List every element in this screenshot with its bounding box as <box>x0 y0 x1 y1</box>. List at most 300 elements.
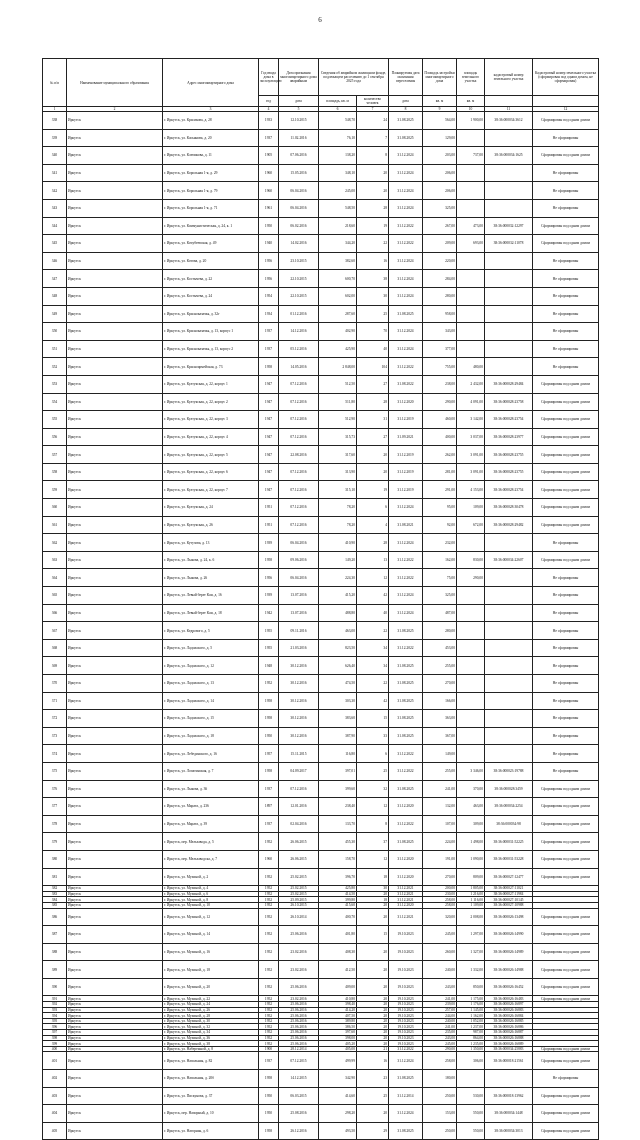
cell-cad-status: Сформирован под одним домом <box>533 908 599 926</box>
cell-address: г. Иркутск, ул. Мухиной, д. 28 <box>163 1013 259 1019</box>
cell-planned-date: 31.12.2024 <box>389 340 423 358</box>
cell-planned-date: 31.12.2024 <box>389 323 423 341</box>
cell-people: 12 <box>357 798 389 816</box>
cell-area: 402,90 <box>319 323 357 341</box>
cell-year: 1952 <box>259 886 279 892</box>
table-row <box>43 516 599 534</box>
cell-municipality: Иркутск <box>67 978 163 996</box>
table-row <box>43 762 599 780</box>
cell-recognition-date: 26.10.2014 <box>279 908 319 926</box>
column-number: 11 <box>485 107 533 112</box>
cell-planned-date: 31.12.2020 <box>389 393 423 411</box>
cell-row-no: 346 <box>43 252 67 270</box>
cell-cad-number <box>485 182 533 200</box>
cell-address: г. Иркутск, ул. Кочубеевская, д. 49 <box>163 235 259 253</box>
cell-cad-number: 38:36:000034:1448 <box>485 1105 533 1123</box>
cell-area: 410,80 <box>319 996 357 1002</box>
cell-municipality: Иркутск <box>67 622 163 640</box>
cell-cad-status: Не сформирован <box>533 252 599 270</box>
cell-planned-date: 31.12.2022 <box>389 358 423 376</box>
cell-year: 1960 <box>259 164 279 182</box>
cell-recognition-date: 25.08.2016 <box>279 1105 319 1123</box>
cell-cad-status: Сформирован под одним домом <box>533 481 599 499</box>
unit-date: дата <box>279 96 319 107</box>
cell-recognition-date: 07.12.2015 <box>279 1052 319 1070</box>
cell-municipality: Иркутск <box>67 182 163 200</box>
cell-area: 2 848,00 <box>319 358 357 376</box>
cell-municipality: Иркутск <box>67 1002 163 1008</box>
cell-recognition-date: 23.02.2016 <box>279 996 319 1002</box>
cell-address: г. Иркутск, ул. Напольная, д. 82 <box>163 1052 259 1070</box>
cell-land-area: 4 153,00 <box>457 481 485 499</box>
cell-address: г. Иркутск, ул. Мухиной, д. 38 <box>163 1041 259 1047</box>
cell-municipality: Иркутск <box>67 1070 163 1088</box>
cell-address: г. Иркутск, ул. Мухиной, д. 2 <box>163 868 259 886</box>
cell-municipality: Иркутск <box>67 481 163 499</box>
cell-area: 399,60 <box>319 780 357 798</box>
table-row <box>43 147 599 165</box>
cell-recognition-date: 25.02.2015 <box>279 868 319 886</box>
cell-cad-status: Не сформирован <box>533 762 599 780</box>
cell-total-area: 245,00 <box>423 926 457 944</box>
cell-land-area <box>457 727 485 745</box>
cell-total-area: 241,00 <box>423 780 457 798</box>
cell-planned-date: 31.12.2019 <box>389 411 423 429</box>
cell-land-area <box>457 182 485 200</box>
cell-total-area: 95,00 <box>423 499 457 517</box>
cell-municipality: Иркутск <box>67 639 163 657</box>
cell-row-no: 388 <box>43 943 67 961</box>
cell-cad-status: Сформирован под одним домом <box>533 499 599 517</box>
cell-area: 425,80 <box>319 886 357 892</box>
cell-municipality: Иркутск <box>67 1007 163 1013</box>
cell-municipality: Иркутск <box>67 411 163 429</box>
cell-area: 138,20 <box>319 147 357 165</box>
cell-cad-status: Сформирован под одним домом <box>533 551 599 569</box>
cell-people: 4 <box>357 516 389 534</box>
cell-recognition-date: 04.09.2017 <box>279 762 319 780</box>
cell-municipality: Иркутск <box>67 815 163 833</box>
unit-year: год <box>259 96 279 107</box>
cell-year: 1952 <box>259 1035 279 1041</box>
cell-year: 1937 <box>259 129 279 147</box>
cell-recognition-date: 07.12.2016 <box>279 375 319 393</box>
cell-address: г. Иркутск, ул. Красноказачья, д. 13, корпус 1 <box>163 323 259 341</box>
cell-recognition-date: 30.12.2016 <box>279 657 319 675</box>
cell-cad-number <box>485 323 533 341</box>
cell-people: 6 <box>357 499 389 517</box>
cell-cad-number <box>485 692 533 710</box>
cell-area: 412,50 <box>319 961 357 979</box>
cell-planned-date: 31.08.2022 <box>389 375 423 393</box>
cell-address: г. Иркутск, ул. Култукская, д. 22, корпус 3 <box>163 411 259 429</box>
cell-planned-date: 31.08.2025 <box>389 780 423 798</box>
cell-row-no: 389 <box>43 961 67 979</box>
cell-recognition-date: 06.04.2016 <box>279 569 319 587</box>
table-row <box>43 358 599 376</box>
cell-people: 22 <box>357 622 389 640</box>
cell-land-area <box>457 129 485 147</box>
cell-recognition-date: 25.06.2016 <box>279 1018 319 1024</box>
cell-planned-date: 31.12.2024 <box>389 604 423 622</box>
cell-people: 27 <box>357 428 389 446</box>
cell-recognition-date: 02.04.2016 <box>279 815 319 833</box>
cell-land-area: 463,00 <box>457 798 485 816</box>
cell-people: 20 <box>357 1041 389 1047</box>
cell-municipality: Иркутск <box>67 886 163 892</box>
cell-address: г. Иркутск, ул. Левый берег Каи, д. 18 <box>163 604 259 622</box>
table-row <box>43 587 599 605</box>
cell-planned-date: 19.10.2023 <box>389 1018 423 1024</box>
cell-row-no: 376 <box>43 780 67 798</box>
cell-people: 28 <box>357 534 389 552</box>
cell-land-area <box>457 1070 485 1088</box>
cell-land-area: 3 091,00 <box>457 446 485 464</box>
cell-cad-number: 38:36:000028:23977 <box>485 428 533 446</box>
cell-year: 1933 <box>259 112 279 130</box>
cell-land-area: 1 332,00 <box>457 961 485 979</box>
cell-address: г. Иркутск, ул. Лыкова, д. 24, к. 6 <box>163 551 259 569</box>
cell-address: г. Иркутск, ул. Ладожского, д. 18 <box>163 727 259 745</box>
cell-address: г. Иркутск, ул. Касьянова, д. 20 <box>163 129 259 147</box>
cell-municipality: Иркутск <box>67 1030 163 1036</box>
cell-year: 1948 <box>259 657 279 675</box>
cell-address: г. Иркутск, ул. Красноармейская, д. 73 <box>163 358 259 376</box>
cell-recognition-date: 07.12.2016 <box>279 411 319 429</box>
cell-recognition-date: 06.03.2015 <box>279 1087 319 1105</box>
cell-total-area: 564,00 <box>423 112 457 130</box>
table-row <box>43 1087 599 1105</box>
cell-cad-number <box>485 587 533 605</box>
cell-row-no: 380 <box>43 850 67 868</box>
cell-area: 218,60 <box>319 217 357 235</box>
table-row <box>43 692 599 710</box>
cell-total-area: 132,00 <box>423 798 457 816</box>
cell-people: 12 <box>357 850 389 868</box>
column-number: 12 <box>533 107 599 112</box>
cell-recognition-date: 14.05.2016 <box>279 358 319 376</box>
cell-recognition-date: 07.12.2016 <box>279 463 319 481</box>
cell-year: 1952 <box>259 902 279 908</box>
cell-people: 20 <box>357 1024 389 1030</box>
cell-municipality: Иркутск <box>67 961 163 979</box>
cell-cad-number <box>485 358 533 376</box>
cell-total-area: 367,00 <box>423 727 457 745</box>
cell-area: 493,50 <box>319 1122 357 1140</box>
cell-recognition-date: 26.06.2015 <box>279 850 319 868</box>
cell-total-area: 250,00 <box>423 1122 457 1140</box>
cell-area: 409,00 <box>319 978 357 996</box>
cell-cad-status: Не сформирован <box>533 323 599 341</box>
table-row <box>43 411 599 429</box>
cell-area: 414,60 <box>319 1087 357 1105</box>
cell-area: 405,00 <box>319 1046 357 1052</box>
cell-total-area: 206,00 <box>423 182 457 200</box>
cell-people: 20 <box>357 164 389 182</box>
cell-people: 12 <box>357 569 389 587</box>
cell-land-area: 2 432,00 <box>457 375 485 393</box>
cell-cad-status: Сформирован под одним домом <box>533 463 599 481</box>
cell-people: 15 <box>357 926 389 944</box>
cell-row-no: 379 <box>43 833 67 851</box>
cell-people: 19 <box>357 217 389 235</box>
cell-planned-date: 19.10.2023 <box>389 961 423 979</box>
cell-people: 27 <box>357 375 389 393</box>
cell-cad-status: Не сформирован <box>533 622 599 640</box>
cell-municipality: Иркутск <box>67 1122 163 1140</box>
cell-land-area: 809,00 <box>457 868 485 886</box>
cell-cad-status: Сформирован под одним домом <box>533 428 599 446</box>
cell-area: 303,30 <box>319 692 357 710</box>
cell-address: г. Иркутск, ул. Лебединского, д. 16 <box>163 745 259 763</box>
cell-area: 342,90 <box>319 1070 357 1088</box>
cell-area: 245,00 <box>319 182 357 200</box>
cell-year: 1947 <box>259 411 279 429</box>
cell-planned-date: 31.12.2021 <box>389 897 423 903</box>
cell-total-area: 270,00 <box>423 675 457 693</box>
unit-people: количество человек <box>357 96 389 107</box>
cell-cad-number: 38:36:000027:11984 <box>485 891 533 897</box>
cell-area: 512,90 <box>319 411 357 429</box>
cell-municipality: Иркутск <box>67 164 163 182</box>
cell-cad-number: 38:36:000026:16483 <box>485 996 533 1002</box>
cell-municipality: Иркутск <box>67 692 163 710</box>
cell-address: г. Иркутск, ул. Мухиной, д. 12 <box>163 908 259 926</box>
cell-area: 602,00 <box>319 287 357 305</box>
cell-cad-status: Не сформирован <box>533 692 599 710</box>
table-row <box>43 481 599 499</box>
cell-cad-number: 38:36:000026:16889 <box>485 1041 533 1047</box>
table-row <box>43 675 599 693</box>
cell-land-area <box>457 323 485 341</box>
cell-municipality: Иркутск <box>67 1046 163 1052</box>
cell-row-no: 345 <box>43 235 67 253</box>
cell-cad-status: Сформирован под одним домом <box>533 375 599 393</box>
cell-year: 1939 <box>259 534 279 552</box>
cell-area: 317,60 <box>319 446 357 464</box>
cell-municipality: Иркутск <box>67 1035 163 1041</box>
cell-area: 499,99 <box>319 1052 357 1070</box>
table-row <box>43 926 599 944</box>
cell-row-no: 354 <box>43 393 67 411</box>
cell-year: 1952 <box>259 675 279 693</box>
table-row <box>43 217 599 235</box>
cell-year: 1952 <box>259 1030 279 1036</box>
cell-cad-number: 38:36:000032:12297 <box>485 217 533 235</box>
cell-row-no: 374 <box>43 745 67 763</box>
cell-row-no: 341 <box>43 164 67 182</box>
cell-cad-number: 38:36:000026:16887 <box>485 1030 533 1036</box>
cell-year: 1937 <box>259 323 279 341</box>
cell-people: 8 <box>357 815 389 833</box>
cell-people: 20 <box>357 1030 389 1036</box>
cell-land-area <box>457 692 485 710</box>
cell-row-no: 393 <box>43 1007 67 1013</box>
cell-year: 1952 <box>259 897 279 903</box>
cell-total-area: 203,00 <box>423 147 457 165</box>
cell-total-area: 487,00 <box>423 604 457 622</box>
cell-total-area: 245,00 <box>423 1041 457 1047</box>
cell-year: 1934 <box>259 305 279 323</box>
cell-year: 1952 <box>259 908 279 926</box>
cell-address: г. Иркутск, ул. Нагорная, д. 6 <box>163 1122 259 1140</box>
cell-area: 158,70 <box>319 850 357 868</box>
cell-total-area: 400,00 <box>423 428 457 446</box>
cell-cad-status: Сформирован под одним домом <box>533 868 599 886</box>
cell-recognition-date: 25.06.2016 <box>279 1007 319 1013</box>
cell-cad-number <box>485 745 533 763</box>
cell-row-no: 359 <box>43 481 67 499</box>
cell-people: 20 <box>357 1013 389 1019</box>
table-row <box>43 287 599 305</box>
cell-municipality: Иркутск <box>67 569 163 587</box>
cell-municipality: Иркутск <box>67 217 163 235</box>
cell-address: г. Иркутск, ул. Красноказачья, д. 32г <box>163 305 259 323</box>
cell-planned-date: 19.10.2023 <box>389 1013 423 1019</box>
cell-address: г. Иркутск, ул. Мухиной, д. 6 <box>163 891 259 897</box>
cell-row-no: 340 <box>43 147 67 165</box>
cell-planned-date: 31.12.2022 <box>389 745 423 763</box>
cell-row-no: 375 <box>43 762 67 780</box>
cell-area: 405,20 <box>319 1041 357 1047</box>
cell-planned-date: 31.12.2024 <box>389 587 423 605</box>
cell-planned-date: 31.12.2020 <box>389 868 423 886</box>
cell-people: 34 <box>357 639 389 657</box>
cell-area: 397,01 <box>319 762 357 780</box>
cell-year: 1956 <box>259 252 279 270</box>
cell-row-no: 364 <box>43 569 67 587</box>
cell-year: 1937 <box>259 1052 279 1070</box>
cell-cad-number <box>485 604 533 622</box>
cell-land-area: 1 350,00 <box>457 1046 485 1052</box>
cell-year: 1957 <box>259 745 279 763</box>
cell-row-no: 405 <box>43 1122 67 1140</box>
cell-land-area: 1 175,00 <box>457 996 485 1002</box>
page-number: 6 <box>318 16 322 24</box>
cell-area: 133,70 <box>319 815 357 833</box>
cell-municipality: Иркутск <box>67 902 163 908</box>
cell-recognition-date: 07.12.2016 <box>279 393 319 411</box>
cell-people: 29 <box>357 1122 389 1140</box>
cell-recognition-date: 25.02.2015 <box>279 891 319 897</box>
cell-year: 1940 <box>259 235 279 253</box>
cell-cad-number <box>485 252 533 270</box>
table-row <box>43 428 599 446</box>
cell-area: 315,10 <box>319 481 357 499</box>
cell-planned-date: 31.12.2019 <box>389 481 423 499</box>
cell-cad-number: 38:36:000028:23758 <box>485 393 533 411</box>
cell-land-area <box>457 199 485 217</box>
header-cad-group: Кадастровый номер земельного участка (сформирован под одним домом, не сформирован) <box>533 59 599 96</box>
cell-planned-date: 31.12.2024 <box>389 147 423 165</box>
table-row <box>43 569 599 587</box>
cell-row-no: 382 <box>43 886 67 892</box>
cell-total-area: 92,00 <box>423 516 457 534</box>
cell-municipality: Иркутск <box>67 996 163 1002</box>
cell-municipality: Иркутск <box>67 833 163 851</box>
table-row <box>43 1122 599 1140</box>
cell-address: г. Иркутск, ул. Ладожского, д. 5 <box>163 639 259 657</box>
cell-recognition-date: 25.06.2016 <box>279 1002 319 1008</box>
cell-area: 488,80 <box>319 604 357 622</box>
cell-people: 22 <box>357 235 389 253</box>
cell-land-area <box>457 587 485 605</box>
table-row <box>43 943 599 961</box>
cell-year: 1958 <box>259 762 279 780</box>
cell-total-area: 258,00 <box>423 902 457 908</box>
table-row <box>43 182 599 200</box>
cell-recognition-date: 13.07.2016 <box>279 587 319 605</box>
cell-total-area: 250,00 <box>423 1087 457 1105</box>
cell-total-area: 200,00 <box>423 886 457 892</box>
cell-recognition-date: 25.06.2016 <box>279 1035 319 1041</box>
cell-year: 1958 <box>259 358 279 376</box>
cell-people: 70 <box>357 323 389 341</box>
cell-cad-status: Сформирован под одним домом <box>533 850 599 868</box>
cell-cad-number: 38:36:000026:14989 <box>485 943 533 961</box>
cell-people: 25 <box>357 1087 389 1105</box>
unit-land: кв. м <box>457 96 485 107</box>
cell-row-no: 342 <box>43 182 67 200</box>
cell-row-no: 396 <box>43 1024 67 1030</box>
cell-land-area: 1 145,00 <box>457 1007 485 1013</box>
cell-municipality: Иркутск <box>67 587 163 605</box>
cell-total-area: 166,00 <box>423 692 457 710</box>
cell-cad-number: 38:36:000023:19788 <box>485 762 533 780</box>
cell-planned-date: 19.10.2023 <box>389 943 423 961</box>
cell-row-no: 377 <box>43 798 67 816</box>
cell-area: 415,20 <box>319 587 357 605</box>
cell-planned-date: 19.10.2023 <box>389 1030 423 1036</box>
cell-total-area: 129,00 <box>423 129 457 147</box>
table-row <box>43 622 599 640</box>
cell-planned-date: 31.12.2022 <box>389 639 423 657</box>
table-row <box>43 961 599 979</box>
cell-address: г. Иркутск, ул. Култукская, д. 26 <box>163 516 259 534</box>
cell-people: 6 <box>357 745 389 763</box>
cell-total-area: 107,00 <box>423 815 457 833</box>
table-row <box>43 463 599 481</box>
column-number: 6 <box>319 107 357 112</box>
table-row <box>43 1070 599 1088</box>
cell-cad-number: 38:36:000034:22607 <box>485 551 533 569</box>
cell-address: г. Иркутск, ул. Клепикова, д. 11 <box>163 147 259 165</box>
cell-cad-status: Не сформирован <box>533 1070 599 1088</box>
cell-land-area: 1 327,00 <box>457 943 485 961</box>
cell-year: 1947 <box>259 446 279 464</box>
cell-total-area: 377,00 <box>423 340 457 358</box>
cell-address: г. Иркутск, ул. Мухиной, д. 34 <box>163 1030 259 1036</box>
cell-land-area: 1 109,00 <box>457 902 485 908</box>
cell-planned-date: 31.12.2024 <box>389 199 423 217</box>
table-row <box>43 745 599 763</box>
cell-address: г. Иркутск, ул. Мухиной, д. 14 <box>163 926 259 944</box>
cell-row-no: 339 <box>43 129 67 147</box>
cell-cad-status: Не сформирован <box>533 199 599 217</box>
cell-people: 8 <box>357 147 389 165</box>
cell-cad-number: 38:36:000028:29482 <box>485 516 533 534</box>
cell-year: 1952 <box>259 1018 279 1024</box>
cell-municipality: Иркутск <box>67 710 163 728</box>
cell-area: 386,50 <box>319 1024 357 1030</box>
cell-land-area: 4 091,00 <box>457 393 485 411</box>
cell-cad-number: 38:36:000028:30478 <box>485 499 533 517</box>
cell-planned-date: 31.08.2025 <box>389 710 423 728</box>
cell-year: 1956 <box>259 569 279 587</box>
cell-people: 31 <box>357 411 389 429</box>
cell-row-no: 381 <box>43 868 67 886</box>
cell-planned-date: 31.12.2022 <box>389 235 423 253</box>
